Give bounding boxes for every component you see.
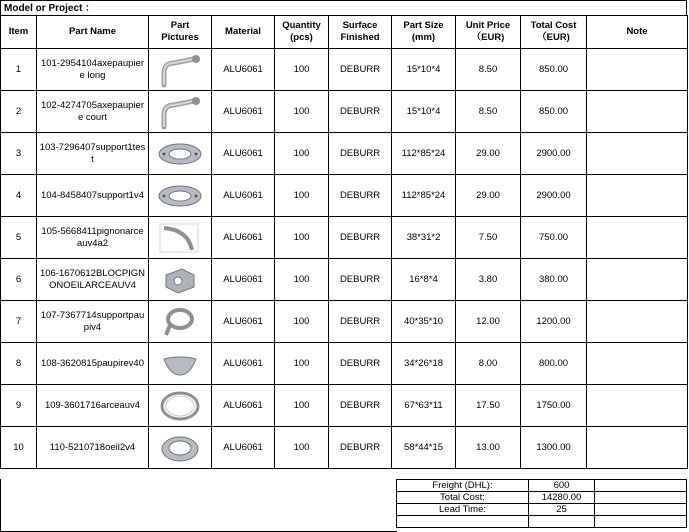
block-part-icon — [151, 265, 209, 295]
header-part-size: Part Size (mm) — [392, 16, 456, 49]
table-row — [1, 91, 688, 133]
note-cell — [587, 91, 688, 133]
freight-value: 600 — [529, 480, 595, 492]
lead-time-spacer — [595, 504, 687, 516]
part-size-cell: 40*35*10 — [392, 301, 456, 343]
part-size-cell: 16*8*4 — [392, 259, 456, 301]
total-cost-cell: 750.00 — [521, 217, 587, 259]
part-picture-cell — [149, 49, 212, 91]
arc-segment-part-icon — [151, 222, 209, 254]
footer-blank-area — [0, 479, 397, 532]
surface-cell: DEBURR — [329, 217, 392, 259]
surface-cell: DEBURR — [329, 175, 392, 217]
note-cell — [587, 49, 688, 91]
lead-time-row — [397, 504, 687, 516]
part-name-cell: 103-7296407support1test — [37, 133, 149, 175]
freight-spacer — [595, 480, 687, 492]
table-row — [1, 385, 688, 427]
unit-price-cell: 3.80 — [456, 259, 521, 301]
part-size-cell: 38*31*2 — [392, 217, 456, 259]
note-cell — [587, 259, 688, 301]
header-surface: Surface Finished — [329, 16, 392, 49]
part-name-cell: 105-5668411pignonarceauv4a2 — [37, 217, 149, 259]
part-name-cell: 104-8458407support1v4 — [37, 175, 149, 217]
item-cell: 7 — [1, 301, 37, 343]
parts-table — [0, 15, 688, 469]
lead-time-value: 25 — [529, 504, 595, 516]
note-cell — [587, 217, 688, 259]
loop-part-icon — [151, 305, 209, 339]
material-cell: ALU6061 — [212, 49, 275, 91]
part-size-cell: 15*10*4 — [392, 49, 456, 91]
summary-table — [396, 479, 687, 528]
part-picture-cell — [149, 343, 212, 385]
material-cell: ALU6061 — [212, 301, 275, 343]
surface-cell: DEBURR — [329, 385, 392, 427]
note-cell — [587, 175, 688, 217]
total-cost-cell: 1750.00 — [521, 385, 587, 427]
table-row — [1, 175, 688, 217]
unit-price-cell: 8.50 — [456, 49, 521, 91]
item-cell: 10 — [1, 427, 37, 469]
flat-ring-part-icon — [151, 181, 209, 211]
total-row — [397, 492, 687, 504]
material-cell: ALU6061 — [212, 385, 275, 427]
unit-price-cell: 7.50 — [456, 217, 521, 259]
part-size-cell: 15*10*4 — [392, 91, 456, 133]
quantity-cell: 100 — [275, 427, 329, 469]
ring-part-icon — [151, 389, 209, 423]
total-label: Total Cost: — [397, 492, 529, 504]
unit-price-cell: 13.00 — [456, 427, 521, 469]
unit-price-cell: 29.00 — [456, 133, 521, 175]
note-cell — [587, 385, 688, 427]
item-cell: 9 — [1, 385, 37, 427]
quantity-cell: 100 — [275, 91, 329, 133]
part-size-cell: 67*63*11 — [392, 385, 456, 427]
table-row — [1, 259, 688, 301]
table-row — [1, 133, 688, 175]
lead-time-label: Lead Time: — [397, 504, 529, 516]
unit-price-cell: 29.00 — [456, 175, 521, 217]
total-cost-cell: 1300.00 — [521, 427, 587, 469]
item-cell: 5 — [1, 217, 37, 259]
surface-cell: DEBURR — [329, 427, 392, 469]
part-name-cell: 110-5210718oeil2v4 — [37, 427, 149, 469]
part-size-cell: 112*85*24 — [392, 175, 456, 217]
total-cost-cell: 800.00 — [521, 343, 587, 385]
blank-cell — [595, 516, 687, 528]
quantity-cell: 100 — [275, 217, 329, 259]
header-item: Item — [1, 16, 37, 49]
material-cell: ALU6061 — [212, 217, 275, 259]
project-label: Model or Project ： — [0, 0, 687, 15]
part-size-cell: 112*85*24 — [392, 133, 456, 175]
freight-row — [397, 480, 687, 492]
header-part-name: Part Name — [37, 16, 149, 49]
table-row — [1, 343, 688, 385]
quantity-cell: 100 — [275, 49, 329, 91]
part-picture-cell — [149, 175, 212, 217]
surface-cell: DEBURR — [329, 133, 392, 175]
item-cell: 2 — [1, 91, 37, 133]
blank-cell — [529, 516, 595, 528]
item-cell: 4 — [1, 175, 37, 217]
part-picture-cell — [149, 427, 212, 469]
item-cell: 8 — [1, 343, 37, 385]
surface-cell: DEBURR — [329, 91, 392, 133]
header-part-pictures: Part Pictures — [149, 16, 212, 49]
flat-ring-part-icon — [151, 139, 209, 169]
note-cell — [587, 343, 688, 385]
material-cell: ALU6061 — [212, 133, 275, 175]
header-note: Note — [587, 16, 688, 49]
surface-cell: DEBURR — [329, 259, 392, 301]
note-cell — [587, 301, 688, 343]
dome-part-icon — [151, 351, 209, 377]
header-material: Material — [212, 16, 275, 49]
quantity-cell: 100 — [275, 385, 329, 427]
material-cell: ALU6061 — [212, 91, 275, 133]
header-row — [1, 16, 688, 49]
part-picture-cell — [149, 133, 212, 175]
part-name-cell: 106-1670612BLOCPIGNONOEILARCEAUV4 — [37, 259, 149, 301]
note-cell — [587, 133, 688, 175]
part-name-cell: 102-4274705axepaupiere court — [37, 91, 149, 133]
part-size-cell: 34*26*18 — [392, 343, 456, 385]
table-row — [1, 49, 688, 91]
header-total-cost: Total Cost （EUR) — [521, 16, 587, 49]
unit-price-cell: 17.50 — [456, 385, 521, 427]
blank-cell — [397, 516, 529, 528]
part-picture-cell — [149, 301, 212, 343]
quantity-cell: 100 — [275, 175, 329, 217]
quantity-cell: 100 — [275, 301, 329, 343]
freight-label: Freight (DHL): — [397, 480, 529, 492]
table-row — [1, 301, 688, 343]
table-row — [1, 217, 688, 259]
unit-price-cell: 8.50 — [456, 91, 521, 133]
part-name-cell: 107-7367714supportpaupiv4 — [37, 301, 149, 343]
quantity-cell: 100 — [275, 133, 329, 175]
unit-price-cell: 8.00 — [456, 343, 521, 385]
part-picture-cell — [149, 259, 212, 301]
part-picture-cell — [149, 385, 212, 427]
total-cost-cell: 380.00 — [521, 259, 587, 301]
thick-ring-part-icon — [151, 431, 209, 465]
item-cell: 3 — [1, 133, 37, 175]
total-cost-cell: 2900.00 — [521, 133, 587, 175]
surface-cell: DEBURR — [329, 343, 392, 385]
quantity-cell: 100 — [275, 259, 329, 301]
part-name-cell: 101-2954104axepaupiere long — [37, 49, 149, 91]
part-size-cell: 58*44*15 — [392, 427, 456, 469]
note-cell — [587, 427, 688, 469]
unit-price-cell: 12.00 — [456, 301, 521, 343]
table-row — [1, 427, 688, 469]
part-picture-cell — [149, 217, 212, 259]
total-value: 14280.00 — [529, 492, 595, 504]
material-cell: ALU6061 — [212, 259, 275, 301]
surface-cell: DEBURR — [329, 49, 392, 91]
part-name-cell: 109-3601716arceauv4 — [37, 385, 149, 427]
total-cost-cell: 850.00 — [521, 49, 587, 91]
surface-cell: DEBURR — [329, 301, 392, 343]
item-cell: 6 — [1, 259, 37, 301]
total-spacer — [595, 492, 687, 504]
header-quantity: Quantity (pcs) — [275, 16, 329, 49]
bent-rod-part-icon — [151, 51, 209, 89]
total-cost-cell: 850.00 — [521, 91, 587, 133]
total-cost-cell: 1200.00 — [521, 301, 587, 343]
part-name-cell: 108-3620815paupirev40 — [37, 343, 149, 385]
total-cost-cell: 2900.00 — [521, 175, 587, 217]
item-cell: 1 — [1, 49, 37, 91]
part-picture-cell — [149, 91, 212, 133]
material-cell: ALU6061 — [212, 427, 275, 469]
header-unit-price: Unit Price （EUR) — [456, 16, 521, 49]
material-cell: ALU6061 — [212, 343, 275, 385]
quantity-cell: 100 — [275, 343, 329, 385]
material-cell: ALU6061 — [212, 175, 275, 217]
bent-rod-part-icon — [151, 93, 209, 131]
summary-blank-row — [397, 516, 687, 528]
